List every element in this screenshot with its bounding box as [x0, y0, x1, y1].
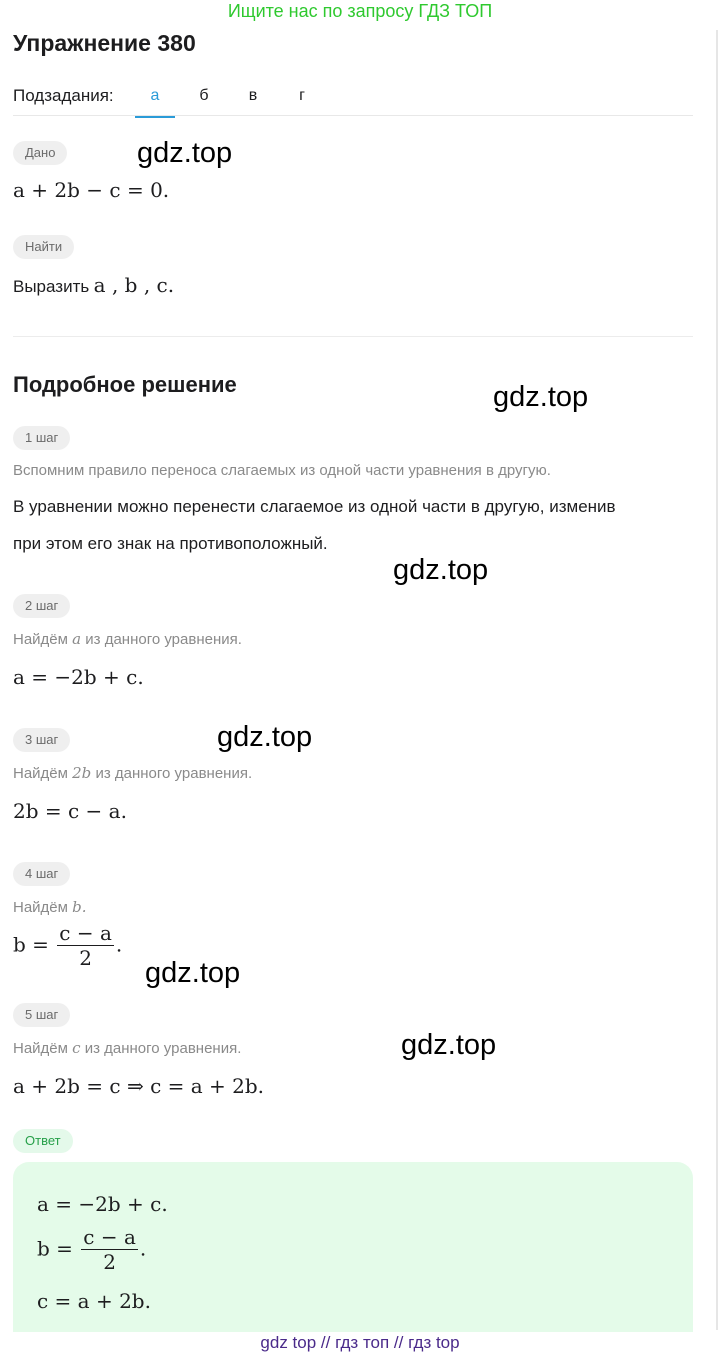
watermark: gdz.top [145, 957, 241, 989]
step-1-text-line2: при этом его знак на противоположный. [13, 534, 328, 553]
tab-a[interactable]: а [135, 84, 175, 118]
step-3-hint: Найдём 2b из данного уравнения. [13, 764, 253, 782]
step-5-hint: Найдём c из данного уравнения. [13, 1039, 242, 1057]
scrollbar-track [716, 30, 718, 1330]
answer-line-1: a = −2b + c. [37, 1192, 168, 1216]
step-2-badge: 2 шаг [13, 594, 70, 618]
step-1-text-line1: В уравнении можно перенести слагаемое из одной части в другую, изменив [13, 497, 616, 516]
step-3-badge: 3 шаг [13, 728, 70, 752]
tab-g[interactable]: г [299, 87, 305, 104]
step-2-formula: a = −2b + c. [13, 665, 144, 689]
step-1-badge: 1 шаг [13, 426, 70, 450]
section-divider [13, 336, 693, 337]
answer-fraction: $\frac{c - a}{2}$ [83, 1225, 136, 1274]
step-4-hint: Найдём b. [13, 898, 87, 916]
answer-badge: Ответ [13, 1129, 73, 1153]
step-4-formula: b = $\frac{c - a}{2}$ . [13, 921, 123, 970]
search-banner[interactable]: Ищите нас по запросу ГДЗ ТОП [227, 1, 493, 21]
step-4-fraction: $\frac{c - a}{2}$ [59, 921, 112, 970]
given-badge: Дано [13, 141, 67, 165]
given-formula: a + 2b − c = 0. [13, 178, 170, 202]
find-badge: Найти [13, 235, 74, 259]
find-text: Выразить [13, 277, 90, 296]
watermark: gdz.top [393, 554, 489, 586]
solution-heading: Подробное решение [13, 372, 237, 397]
step-4-badge: 4 шаг [13, 862, 70, 886]
step-5-formula: a + 2b = c ⇒ c = a + 2b. [13, 1074, 265, 1098]
tab-v[interactable]: в [248, 87, 258, 104]
step-3-formula: 2b = c − a. [13, 799, 127, 823]
step-2-hint: Найдём a из данного уравнения. [13, 630, 242, 648]
find-formula: a , b , c. [93, 273, 175, 297]
step-1-hint: Вспомним правило переноса слагаемых из одной части уравнения в другую. [13, 462, 551, 479]
find-line [13, 273, 174, 297]
answer-line-2: b = $\frac{c - a}{2}$ . [37, 1225, 147, 1274]
tab-b[interactable]: б [199, 87, 209, 104]
watermark: gdz.top [137, 137, 233, 169]
tabs-divider [13, 115, 693, 116]
answer-line-3: c = a + 2b. [37, 1289, 151, 1313]
watermark: gdz.top [217, 721, 313, 753]
subtasks-label: Подзадания: [13, 86, 114, 105]
step-5-badge: 5 шаг [13, 1003, 70, 1027]
watermark: gdz.top [493, 381, 589, 413]
watermark: gdz.top [401, 1029, 497, 1061]
page-title: Упражнение 380 [13, 30, 196, 56]
footer-links[interactable]: gdz top // гдз топ // гдз top [260, 1333, 460, 1352]
